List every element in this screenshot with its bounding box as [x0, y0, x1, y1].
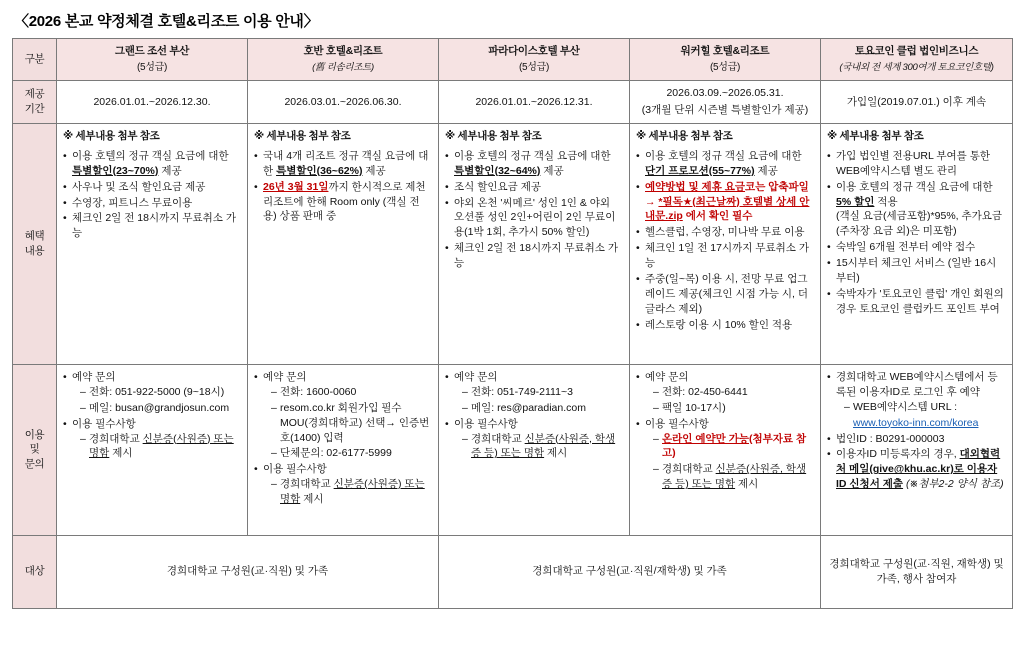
table-row-period	[13, 81, 1013, 124]
list-item: – 메일: busan@grandjosun.com	[80, 401, 241, 416]
benefit-list	[254, 149, 432, 225]
list-item: • 이용 필수사항 – 경희대학교 신분증(사원증) 또는 명함 제시	[254, 462, 432, 507]
benefits-hoban	[248, 123, 439, 364]
period-text: 2026.01.01.~2026.12.30.	[93, 95, 211, 108]
hotel-name: 토요코인 클럽 법인비즈니스	[854, 45, 979, 58]
list-item: • 이용 호텔의 정규 객실 요금에 대한 특별할인(23~70%) 제공	[63, 149, 241, 179]
list-item: • 예약 문의 – 전화: 1600-0060 – resom.co.kr 회원가입 필수 MOU(경희대학교) 선택→ 인증번호(1400) 입력 – 단체문의: 02-6177-5999	[254, 370, 432, 461]
contact-paradise	[439, 364, 630, 535]
list-item: • 헬스클럽, 수영장, 미나박 무료 이용	[636, 225, 814, 240]
contact-grand-josun	[57, 364, 248, 535]
period-paradise	[439, 81, 630, 124]
contact-walkerhill	[630, 364, 821, 535]
table-row-contact	[13, 364, 1013, 535]
list-item: • 가입 법인별 전용URL 부여를 통한 WEB예약시스템 별도 관리	[827, 149, 1006, 179]
hotel-name: 호반 호텔&리조트	[303, 45, 383, 58]
column-header-hoban	[248, 39, 439, 81]
benefits-grand-josun	[57, 123, 248, 364]
table-row-benefits	[13, 123, 1013, 364]
list-item: • 법인ID : B0291-000003	[827, 432, 1006, 447]
contact-sublist	[263, 385, 432, 462]
target-group-3: 경희대학교 구성원(교·직원, 재학생) 및 가족, 행사 참여자	[821, 535, 1013, 608]
list-item: – 경희대학교 신분증(사원증) 또는 명함 제시	[271, 477, 432, 507]
list-item: • 이용 필수사항 – 온라인 예약만 가능(첨부자료 참고) – 경희대학교 신분증(사원증, 학생증 등) 또는 명함 제시	[636, 417, 814, 493]
hotel-name: 워커힐 호텔&리조트	[680, 45, 770, 57]
benefit-list	[636, 149, 814, 333]
list-item: • 숙박자가 '토요코인 클럽' 개인 회원의 경우 토요코인 클럽카드 포인트 부여	[827, 287, 1006, 317]
period-walkerhill	[630, 81, 821, 124]
contact-sublist	[72, 385, 241, 416]
list-item: • 국내 4개 리조트 정규 객실 요금에 대한 특별할인(36~62%) 제공	[254, 149, 432, 179]
table-row-target	[13, 535, 1013, 608]
contact-sublist	[72, 432, 241, 462]
list-item: – 단체문의: 02-6177-5999	[271, 446, 432, 461]
list-item: • 숙박일 6개월 전부터 예약 접수	[827, 240, 1006, 255]
benefit-note: ※ 세부내용 첨부 참조	[636, 129, 733, 142]
list-item: • 이용 호텔의 정규 객실 요금에 대한 단기 프로모션(55~77%) 제공	[636, 149, 814, 179]
list-item: • 이용 호텔의 정규 객실 요금에 대한 5% 할인 적용 (객실 요금(세금포함)*95%, 추가요금(주차장 요금 외)은 미포함)	[827, 180, 1006, 240]
contact-list	[445, 370, 623, 461]
hotel-grade: (5성급)	[518, 61, 550, 73]
hotel-grade: (5성급)	[709, 61, 741, 73]
period-hoban	[248, 81, 439, 124]
list-item: • 예약 문의 – 전화: 051-922-5000 (9~18시) – 메일: busan@grandjosun.com	[63, 370, 241, 416]
column-header-grand-josun	[57, 39, 248, 81]
target-group-2: 경희대학교 구성원(교·직원/재학생) 및 가족	[439, 535, 821, 608]
benefit-list	[445, 149, 623, 271]
list-item: • 주중(일~목) 이용 시, 전망 무료 업그레이드 제공(체크인 시점 가능 시, 더글라스 제외)	[636, 272, 814, 317]
list-item: • 레스토랑 이용 시 10% 할인 적용	[636, 318, 814, 333]
list-item: – 팩일 10-17시)	[653, 401, 814, 416]
column-header-toyoko	[821, 39, 1013, 81]
contact-sublist	[645, 385, 814, 416]
contact-hoban	[248, 364, 439, 535]
contact-sublist	[836, 400, 1006, 431]
list-item: • 이용 호텔의 정규 객실 요금에 대한 특별할인(32~64%) 제공	[445, 149, 623, 179]
period-text: 2026.03.09.~2026.05.31.	[666, 87, 784, 100]
contact-sublist	[263, 477, 432, 507]
hotel-grade: (5성급)	[136, 61, 168, 73]
list-item: • 체크인 2일 전 18시까지 무료취소 가능	[445, 241, 623, 271]
column-header-paradise	[439, 39, 630, 81]
period-toyoko	[821, 81, 1013, 124]
list-item: • 야외 온천 '씨메르' 성인 1인 & 야외 오션풀 성인 2인+어린이 2인 무료이용(1박 1회, 추가시 50% 할인)	[445, 196, 623, 241]
benefit-list	[63, 149, 241, 241]
row-label-division: 구분	[13, 39, 57, 81]
period-grand-josun	[57, 81, 248, 124]
period-text: 2026.01.01.~2026.12.31.	[475, 95, 593, 108]
list-item: • 사우나 및 조식 할인요금 제공	[63, 180, 241, 195]
list-item: • 26년 3월 31일까지 한시적으로 제천 리조트에 한해 Room only (객실 전용) 상품 판매 중	[254, 180, 432, 225]
row-label-benefit: 혜택 내용	[13, 123, 57, 364]
list-item: • 수영장, 피트니스 무료이용	[63, 196, 241, 211]
contact-toyoko	[821, 364, 1013, 535]
hotel-benefits-table	[12, 38, 1013, 609]
list-item: • 조식 할인요금 제공	[445, 180, 623, 195]
row-label-target: 대상	[13, 535, 57, 608]
benefits-toyoko	[821, 123, 1013, 364]
list-item: – 전화: 051-749-2111~3	[462, 385, 623, 400]
row-label-contact: 이용 및 문의	[13, 364, 57, 535]
benefit-note: ※ 세부내용 첨부 참조	[254, 129, 351, 142]
row-label-period: 제공 기간	[13, 81, 57, 124]
list-item: – 메일: res@paradian.com	[462, 401, 623, 416]
hotel-scope: (국내외 전 세계 300여개 토요코인호텔)	[839, 62, 994, 74]
list-item: – 전화: 1600-0060	[271, 385, 432, 400]
list-item: • 체크인 2일 전 18시까지 무료취소 가능	[63, 211, 241, 241]
list-item: • 예약 문의 – 전화: 02-450-6441 – 팩일 10-17시)	[636, 370, 814, 416]
list-item: • 체크인 1일 전 17시까지 무료취소 가능	[636, 241, 814, 271]
list-item: – 경희대학교 신분증(사원증, 학생증 등) 또는 명함 제시	[462, 432, 623, 462]
contact-sublist	[454, 432, 623, 462]
benefit-note: ※ 세부내용 첨부 참조	[445, 129, 542, 142]
benefit-note: ※ 세부내용 첨부 참조	[63, 129, 160, 142]
hotel-name: 파라다이스호텔 부산	[488, 45, 580, 57]
list-item: – 전화: 051-922-5000 (9~18시)	[80, 385, 241, 400]
list-item: – 경희대학교 신분증(사원증, 학생증 등) 또는 명함 제시	[653, 462, 814, 492]
list-item: • 이용자ID 미등록자의 경우, 대외협력처 메일(give@khu.ac.kr)로 이용자ID 신청서 제출 (※첨부2-2 양식 참조)	[827, 447, 1006, 492]
contact-list	[63, 370, 241, 461]
contact-sublist	[454, 385, 623, 416]
hotel-former-name: (舊 리솜리조트)	[312, 62, 374, 74]
benefits-walkerhill	[630, 123, 821, 364]
period-text: 2026.03.01.~2026.06.30.	[284, 95, 402, 108]
reservation-url[interactable]: www.toyoko-inn.com/korea	[853, 416, 979, 429]
benefit-list	[827, 149, 1006, 317]
target-group-1: 경희대학교 구성원(교·직원) 및 가족	[57, 535, 439, 608]
benefit-note: ※ 세부내용 첨부 참조	[827, 129, 924, 142]
list-item: • 예약 문의 – 전화: 051-749-2111~3 – 메일: res@paradian.com	[445, 370, 623, 416]
hotel-name: 그랜드 조선 부산	[114, 45, 190, 57]
contact-list	[636, 370, 814, 492]
list-item-highlight: • 예약방법 및 제휴 요금코는 압축파일 → *필독★(최근날짜) 호텔별 상세 안내문.zip 에서 확인 필수	[636, 180, 814, 225]
list-item: – WEB예약시스템 URL :	[844, 400, 1006, 415]
column-header-walkerhill	[630, 39, 821, 81]
contact-list	[254, 370, 432, 507]
benefit-subnote: (객실 요금(세금포함)*95%, 추가요금(주차장 요금 외)은 미포함)	[836, 210, 1003, 238]
list-item: – resom.co.kr 회원가입 필수 MOU(경희대학교) 선택→ 인증번호(1400) 입력	[271, 401, 432, 446]
contact-sublist	[645, 432, 814, 493]
benefits-paradise	[439, 123, 630, 364]
list-item: – 경희대학교 신분증(사원증) 또는 명함 제시	[80, 432, 241, 462]
period-subtext: (3개월 단위 시즌별 특별할인가 제공)	[641, 104, 809, 116]
list-item: – 온라인 예약만 가능(첨부자료 참고)	[653, 432, 814, 462]
list-item: • 경희대학교 WEB예약시스템에서 등록된 이용자ID로 로그인 후 예약 – WEB예약시스템 URL : www.toyoko-inn.com/korea	[827, 370, 1006, 431]
list-item: • 15시부터 체크인 서비스 (일반 16시부터)	[827, 256, 1006, 286]
list-item: • 이용 필수사항 – 경희대학교 신분증(사원증) 또는 명함 제시	[63, 417, 241, 462]
list-item: • 이용 필수사항 – 경희대학교 신분증(사원증, 학생증 등) 또는 명함 제시	[445, 417, 623, 462]
page-title: 〈2026 본교 약정체결 호텔&리조트 이용 안내〉	[14, 13, 319, 30]
period-text: 가입일(2019.07.01.) 이후 계속	[846, 95, 987, 108]
contact-list	[827, 370, 1006, 492]
list-item: – 전화: 02-450-6441	[653, 385, 814, 400]
table-header-row	[13, 39, 1013, 81]
